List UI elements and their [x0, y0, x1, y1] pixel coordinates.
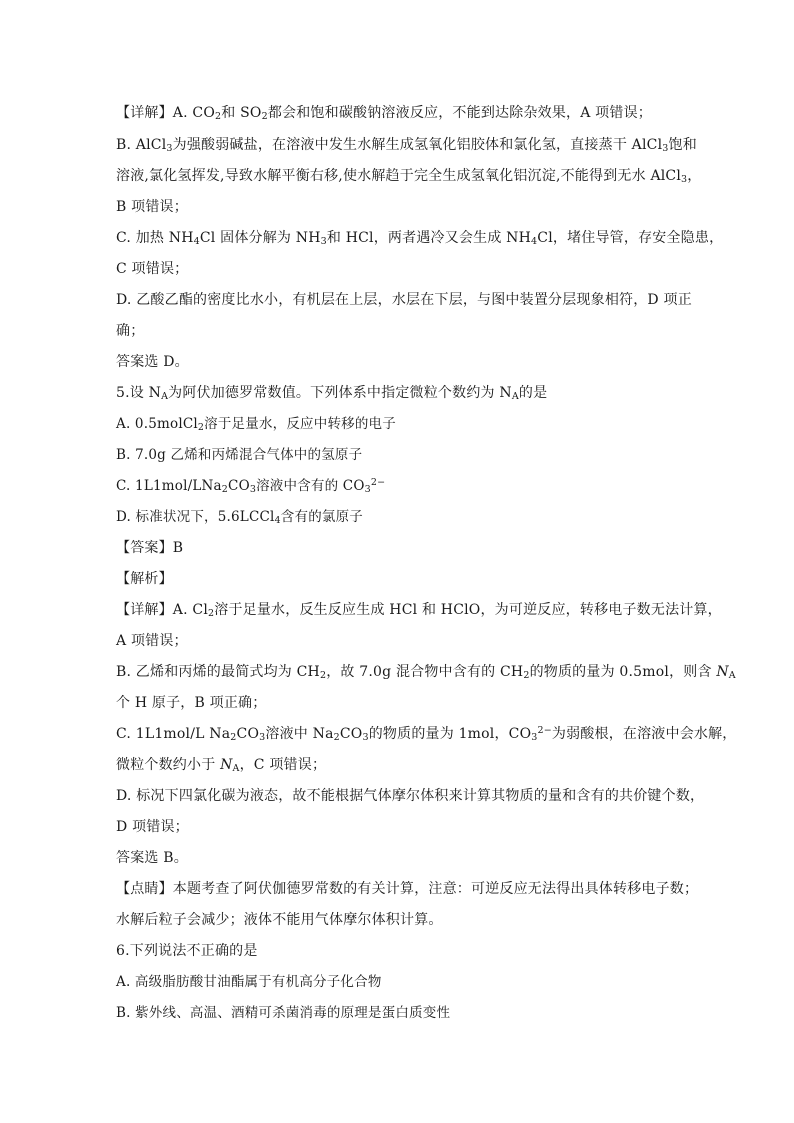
text-run: C 项错误； — [116, 261, 189, 277]
option-a — [116, 414, 396, 434]
subscript: 4 — [274, 515, 281, 526]
explanation-line — [116, 600, 722, 620]
subscript: 2 — [230, 732, 237, 743]
text-run: 6.下列说法不正确的是 — [116, 943, 258, 959]
text-run: 含有的氯原子 — [280, 509, 363, 525]
subscript: 3 — [362, 732, 369, 743]
text-run: 的是 — [518, 385, 548, 401]
text-run: 和 SO — [221, 105, 262, 121]
subscript: 2 — [208, 608, 215, 619]
text-run: 【解析】 — [116, 571, 173, 587]
explanation-line — [116, 135, 697, 155]
text-run: 都会和饱和碳酸钠溶液反应，不能到达除杂效果，A 项错误； — [267, 105, 652, 121]
text-run: CO — [228, 478, 250, 494]
text-run: 5.设 N — [116, 385, 162, 401]
subscript: 2 — [261, 111, 268, 122]
explanation-line — [116, 103, 652, 123]
text-run: D. 标况下四氯化碳为液态，故不能根据气体摩尔体积来计算其物质的量和含有的共价键个数， — [116, 788, 705, 804]
answer-line — [116, 848, 188, 868]
subscript: 2 — [215, 111, 222, 122]
text-run: 的物质的量为 0.5mol，则含 — [529, 664, 717, 680]
question-5-stem — [116, 383, 547, 403]
explanation-line — [116, 662, 736, 682]
text-run: 答案选 B。 — [116, 850, 188, 866]
subscript: 2 — [523, 670, 530, 681]
text-run: 饱和 — [668, 137, 697, 153]
subscript: 3 — [681, 174, 688, 185]
subscript: 2 — [221, 484, 229, 495]
subscript: 3 — [259, 732, 266, 743]
text-run: B 项错误； — [116, 199, 188, 215]
text-run: D 项错误； — [116, 819, 189, 835]
text-run: 水解后粒子会减少；液体不能用气体摩尔体积计算。 — [116, 912, 443, 928]
text-run: 为强酸弱碱盐，在溶液中发生水解生成氢氧化铝胶体和氯化氢，直接蒸干 AlCl — [172, 137, 663, 153]
subscript: 3 — [249, 484, 257, 495]
text-run: 溶于足量水，反生反应生成 HCl 和 HClO，为可逆反应，转移电子数无法计算， — [214, 602, 722, 618]
text-run: 溶液中含有的 CO — [256, 478, 365, 494]
text-run: 微粒个数约小于 — [116, 757, 221, 773]
tip-line — [116, 879, 698, 899]
answer-heading — [116, 538, 183, 558]
option-b — [116, 445, 362, 465]
subscript: A — [728, 670, 736, 681]
text-run: 和 HCl，两者遇冷又会生成 NH — [326, 230, 532, 246]
text-run: 溶液中 Na — [265, 726, 334, 742]
subscript: 3 — [166, 143, 173, 154]
text-run: C. 1L1mol/LNa — [116, 478, 222, 494]
text-run: 答案选 D。 — [116, 354, 189, 370]
text-run: 【点睛】本题考查了阿伏伽德罗常数的有关计算，注意：可逆反应无法得出具体转移电子数； — [116, 881, 699, 897]
text-run: ，C 项错误； — [239, 757, 327, 773]
text-run: ， — [687, 168, 702, 184]
text-run: 确； — [116, 323, 145, 339]
text-run: ，故 7.0g 混合物中含有的 CH — [326, 664, 524, 680]
text-run: B. 紫外线、高温、酒精可杀菌消毒的原理是蛋白质变性 — [116, 1005, 451, 1021]
explanation-line — [116, 724, 737, 744]
text-run: 溶液,氯化氢挥发,导致水解平衡右移,使水解趋于完全生成氢氧化铝沉淀,不能得到无水 AlCl — [116, 168, 682, 184]
text-run: C. 1L1mol/L Na — [116, 726, 231, 742]
text-run: Cl，堵住导管，存安全隐患， — [537, 230, 724, 246]
answer-line — [116, 352, 189, 372]
subscript: 3 — [662, 143, 669, 154]
text-run: B. AlCl — [116, 137, 167, 153]
explanation-line — [116, 755, 326, 775]
text-run: D. 标准状况下，5.6LCCl — [116, 509, 275, 525]
text-run: B. 7.0g 乙烯和丙烯混合气体中的氢原子 — [116, 447, 363, 463]
explanation-line — [116, 228, 723, 248]
analysis-heading — [116, 569, 173, 589]
subscript: 2 — [319, 670, 327, 681]
explanation-line — [116, 631, 188, 651]
text-run: N — [220, 757, 233, 773]
text-run: A. 0.5molCl — [116, 416, 198, 432]
text-run: N — [716, 664, 729, 680]
text-run: 个 H 原子，B 项正确； — [116, 695, 267, 711]
text-run: B. 乙烯和丙烯的最简式均为 CH — [116, 664, 320, 680]
explanation-line — [116, 197, 188, 217]
option-b — [116, 1003, 450, 1023]
text-run: 的物质的量为 1mol，CO — [368, 726, 532, 742]
subscript: A — [161, 391, 169, 402]
explanation-line — [116, 786, 704, 806]
subscript: A — [232, 763, 240, 774]
text-run: D. 乙酸乙酯的密度比水小，有机层在上层，水层在下层，与图中装置分层现象相符，D 项正 — [116, 292, 692, 308]
option-c — [116, 476, 385, 496]
explanation-line — [116, 166, 701, 186]
text-run: 为阿伏加德罗常数值。下列体系中指定微粒个数约为 N — [168, 385, 512, 401]
explanation-line — [116, 259, 188, 279]
subscript: 3 — [531, 732, 538, 743]
question-6-stem — [116, 941, 258, 961]
text-run: CO — [339, 726, 363, 742]
text-run: CO — [236, 726, 260, 742]
superscript: 2− — [370, 477, 386, 488]
superscript: 2− — [537, 725, 552, 736]
text-run: 【答案】B — [116, 540, 184, 556]
explanation-line — [116, 290, 692, 310]
subscript: 4 — [531, 236, 538, 247]
text-run: 【详解】A. CO — [116, 105, 215, 121]
text-run: 【详解】A. Cl — [116, 602, 208, 618]
explanation-line — [116, 693, 266, 713]
option-d — [116, 507, 363, 527]
text-run: A. 高级脂肪酸甘油酯属于有机高分子化合物 — [116, 974, 382, 990]
text-run: Cl 固体分解为 NH — [199, 230, 321, 246]
explanation-line — [116, 817, 189, 837]
explanation-line — [116, 321, 144, 341]
subscript: 2 — [333, 732, 340, 743]
tip-line — [116, 910, 443, 930]
subscript: 2 — [197, 422, 205, 433]
subscript: 3 — [364, 484, 371, 495]
subscript: 3 — [320, 236, 327, 247]
text-run: 溶于足量水，反应中转移的电子 — [204, 416, 396, 432]
text-run: A 项错误； — [116, 633, 188, 649]
subscript: 4 — [193, 236, 200, 247]
option-a — [116, 972, 382, 992]
text-run: C. 加热 NH — [116, 230, 194, 246]
subscript: A — [511, 391, 519, 402]
text-run: 为弱酸根，在溶液中会水解， — [551, 726, 737, 742]
